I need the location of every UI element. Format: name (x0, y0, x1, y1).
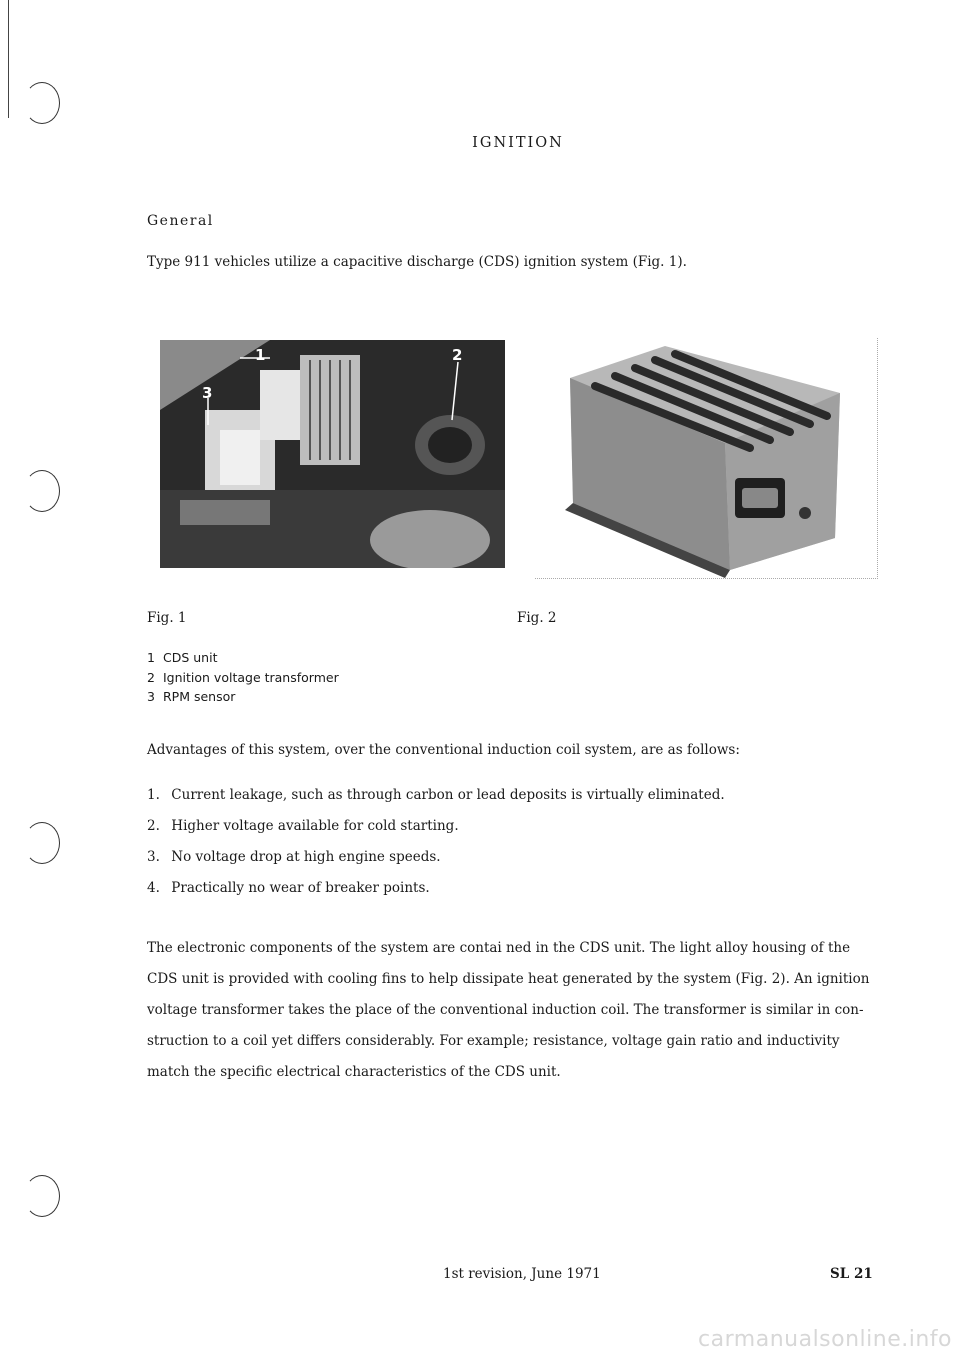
list-text: No voltage drop at high engine speeds. (171, 849, 441, 865)
binder-hole (24, 82, 60, 124)
figure-legend (147, 648, 339, 707)
binder-hole (24, 470, 60, 512)
legend-item (147, 687, 339, 707)
callout-2: 2 (452, 346, 463, 364)
paragraph-line: voltage transformer takes the place of the conventional induction coil. The transformer is similar in con- (147, 1002, 864, 1018)
list-number: 1. (147, 787, 160, 803)
legend-item (147, 648, 339, 668)
body-paragraph (147, 933, 887, 1088)
page-number: SL 21 (830, 1266, 873, 1282)
figure-1-caption: Fig. 1 (147, 610, 187, 626)
legend-number: 1 (147, 650, 155, 665)
callout-3: 3 (202, 384, 213, 402)
watermark: carmanualsonline.info (698, 1327, 952, 1352)
advantages-intro: Advantages of this system, over the conventional induction coil system, are as follows: (147, 742, 740, 758)
figure-1-photo (160, 340, 505, 568)
page-edge-line (8, 0, 9, 118)
figure-2-caption: Fig. 2 (517, 610, 557, 626)
legend-text: CDS unit (163, 650, 218, 665)
binder-hole (24, 1175, 60, 1217)
legend-number: 3 (147, 689, 155, 704)
list-text: Practically no wear of breaker points. (171, 880, 430, 896)
page-title: IGNITION (472, 135, 564, 151)
list-item (147, 873, 725, 904)
paragraph-line: match the specific electrical characteristics of the CDS unit. (147, 1064, 561, 1080)
list-text: Current leakage, such as through carbon or lead deposits is virtually eliminated. (171, 787, 725, 803)
legend-text: RPM sensor (163, 689, 236, 704)
list-item (147, 780, 725, 811)
revision-note: 1st revision, June 1971 (443, 1266, 601, 1282)
list-number: 4. (147, 880, 160, 896)
list-item (147, 842, 725, 873)
advantages-list (147, 780, 725, 904)
legend-text: Ignition voltage transformer (163, 669, 339, 685)
paragraph-line: The electronic components of the system are contai ned in the CDS unit. The light alloy housing of the (147, 940, 851, 956)
list-number: 2. (147, 818, 160, 834)
list-item (147, 811, 725, 842)
cds-unit-illustration (535, 338, 877, 578)
list-text: Higher voltage available for cold starting. (171, 818, 459, 834)
legend-number: 2 (147, 669, 155, 685)
legend-item (147, 668, 339, 688)
list-number: 3. (147, 849, 160, 865)
engine-bay-illustration (160, 340, 505, 568)
figure-2-photo (535, 338, 878, 579)
paragraph-line: CDS unit is provided with cooling fins to help dissipate heat generated by the system (Fig. 2). An ignition (147, 971, 870, 987)
binder-hole (24, 822, 60, 864)
intro-text: Type 911 vehicles utilize a capacitive discharge (CDS) ignition system (Fig. 1). (147, 254, 687, 270)
section-heading: General (147, 213, 214, 229)
paragraph-line: struction to a coil yet differs considerably. For example; resistance, voltage gain ratio and inductivity (147, 1033, 840, 1049)
callout-1: 1 (255, 346, 266, 364)
